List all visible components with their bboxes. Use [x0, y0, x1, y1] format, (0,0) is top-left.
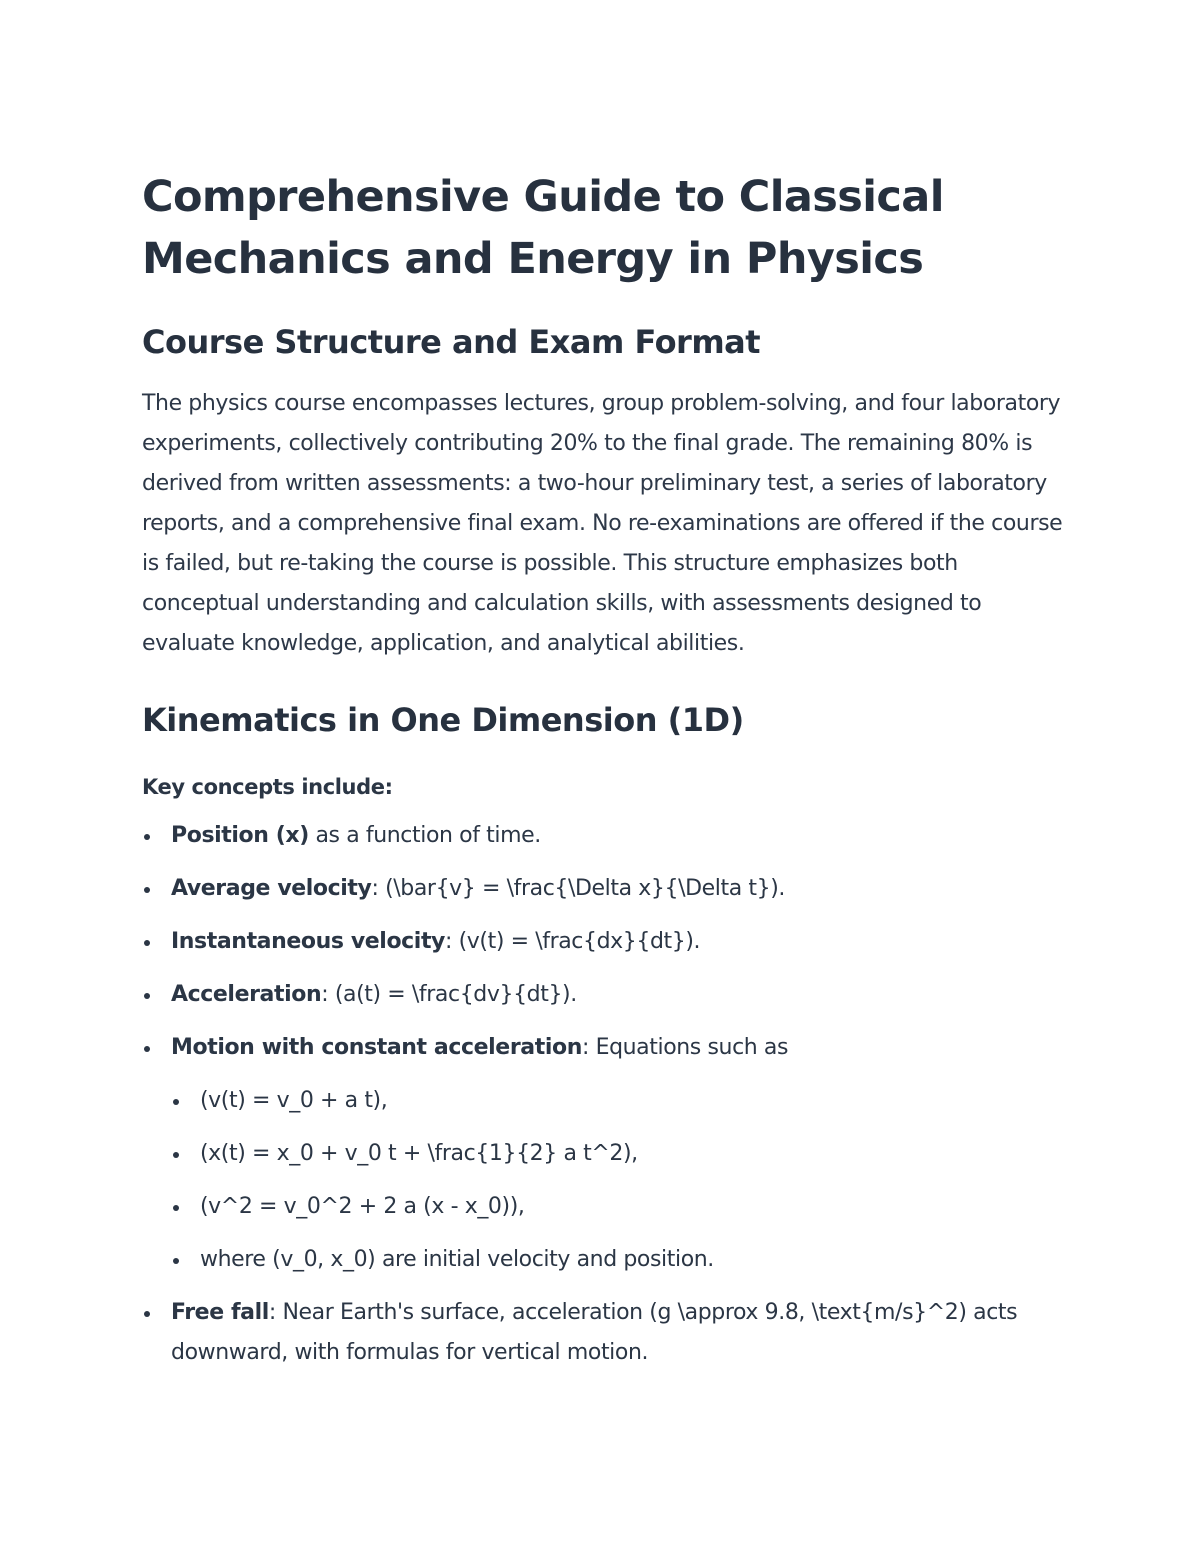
key-concepts-list — [142, 816, 1067, 1373]
list-item — [142, 869, 1067, 909]
list-item-term: Free fall — [171, 1300, 269, 1325]
list-item-term: Average velocity — [171, 876, 372, 901]
bullet-icon — [144, 940, 150, 946]
course-structure-paragraph: The physics course encompasses lectures, group problem-solving, and four laboratory experiments, collectively contributing 20% to the final grade. The remaining 80% is derived from written assessments: a two-hour preliminary test, a series of laboratory reports, and a comprehensive final exam. No re-examinations are offered if the course is failed, but re-taking the course is possible. This structure emphasizes both conceptual understanding and calculation skills, with assessments designed to evaluate knowledge, application, and analytical abilities. — [142, 391, 1063, 656]
sub-list-item-text: (v^2 = v_0^2 + 2 a (x - x_0)), — [200, 1194, 525, 1219]
bullet-icon — [144, 1311, 150, 1317]
sub-list-item — [171, 1187, 1067, 1227]
bullet-icon — [173, 1258, 179, 1264]
bullet-icon — [144, 834, 150, 840]
bullet-icon — [144, 1046, 150, 1052]
key-concepts-lead: Key concepts include: — [142, 775, 393, 799]
bullet-icon — [144, 993, 150, 999]
sub-list-item — [171, 1134, 1067, 1174]
list-item-text: : Near Earth's surface, acceleration (g \approx 9.8, \text{m/s}^2) acts downward, with formulas for vertical motion. — [171, 1300, 1018, 1365]
sub-list-item-text: (v(t) = v_0 + a t), — [200, 1088, 388, 1113]
list-item — [142, 816, 1067, 856]
sub-list-item-text: where (v_0, x_0) are initial velocity and position. — [200, 1247, 714, 1272]
bullet-icon — [173, 1152, 179, 1158]
sub-list-item — [171, 1240, 1067, 1280]
bullet-icon — [173, 1099, 179, 1105]
list-item — [142, 975, 1067, 1015]
list-item-text: as a function of time. — [308, 823, 541, 848]
bullet-icon — [144, 887, 150, 893]
section-heading-kinematics: Kinematics in One Dimension (1D) — [142, 701, 744, 739]
list-item-term: Instantaneous velocity — [171, 929, 445, 954]
sub-list-item — [171, 1081, 1067, 1121]
sub-list-item-text: (x(t) = x_0 + v_0 t + \frac{1}{2} a t^2), — [200, 1141, 638, 1166]
list-item-term: Motion with constant acceleration — [171, 1035, 582, 1060]
list-item — [142, 1028, 1067, 1280]
list-item-text: : (\bar{v} = \frac{\Delta x}{\Delta t}). — [371, 876, 786, 901]
list-item-term: Acceleration — [171, 982, 322, 1007]
constant-acceleration-equations-list — [171, 1081, 1067, 1280]
document-page — [142, 166, 1067, 1386]
list-item-term: Position (x) — [171, 823, 309, 848]
list-item — [142, 1293, 1067, 1373]
bullet-icon — [173, 1205, 179, 1211]
list-item-text: : (a(t) = \frac{dv}{dt}). — [321, 982, 577, 1007]
list-item-text: : Equations such as — [581, 1035, 789, 1060]
list-item — [142, 922, 1067, 962]
section-heading-course-structure: Course Structure and Exam Format — [142, 323, 761, 361]
list-item-text: : (v(t) = \frac{dx}{dt}). — [445, 929, 701, 954]
document-title: Comprehensive Guide to Classical Mechanics and Energy in Physics — [142, 172, 944, 284]
